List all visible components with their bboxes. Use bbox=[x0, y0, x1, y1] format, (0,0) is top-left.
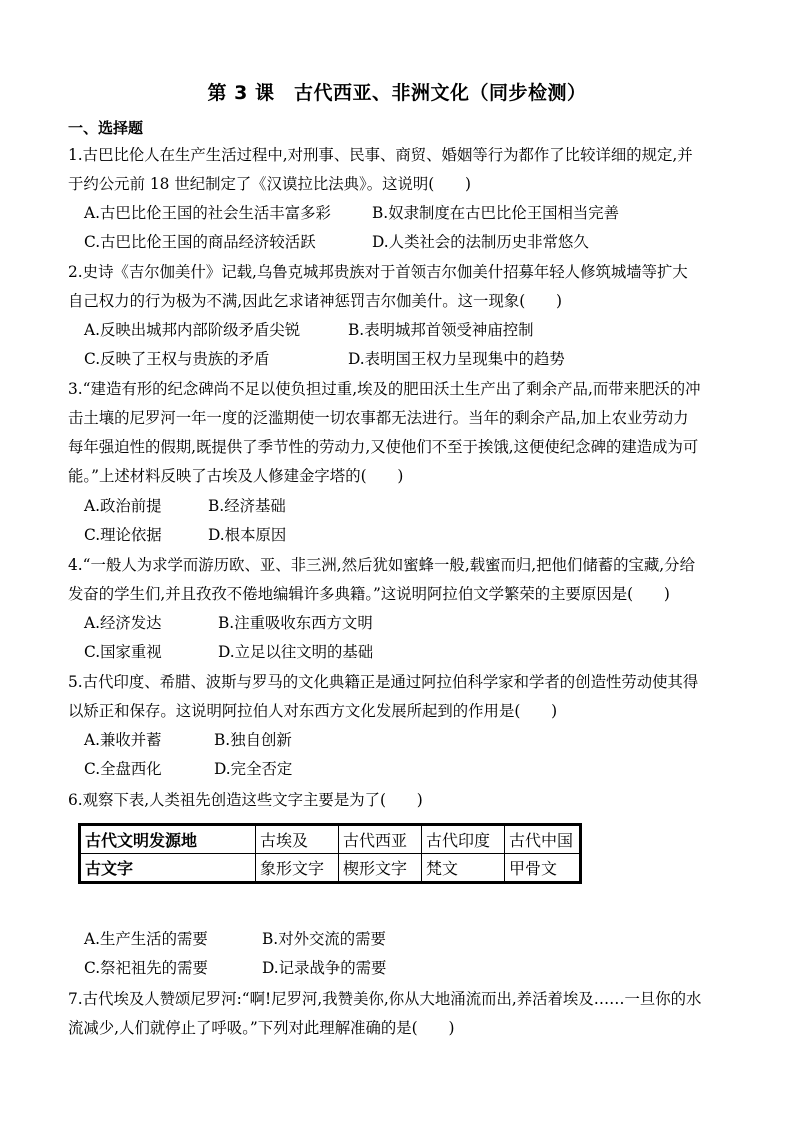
table-cell: 古文字 bbox=[80, 854, 256, 883]
option-a: A.经济发达 bbox=[84, 614, 162, 632]
question-text-line: 发奋的学生们,并且孜孜不倦地编辑许多典籍。”这说明阿拉伯文学繁荣的主要原因是( ) bbox=[68, 585, 670, 603]
option-d: D.完全否定 bbox=[214, 760, 293, 778]
question-text-line: 以矫正和保存。这说明阿拉伯人对东西方文化发展所起到的作用是( ) bbox=[68, 702, 558, 720]
option-c: C.全盘西化 bbox=[84, 760, 162, 778]
question-text-line: 6.观察下表,人类祖先创造这些文字主要是为了( ) bbox=[68, 791, 423, 809]
option-b: B.对外交流的需要 bbox=[262, 930, 386, 948]
question-text-line: 每年强迫性的假期,既提供了季节性的劳动力,又使他们不至于挨饿,这便使纪念碑的建造成为可 bbox=[68, 438, 699, 456]
option-c: C.反映了王权与贵族的矛盾 bbox=[84, 350, 270, 368]
option-a: A.反映出城邦内部阶级矛盾尖锐 bbox=[84, 321, 301, 339]
question-text-line: 能。”上述材料反映了古埃及人修建金字塔的( ) bbox=[68, 467, 404, 485]
writing-systems-table bbox=[78, 823, 582, 884]
question-text-line: 1.古巴比伦人在生产生活过程中,对刑事、民事、商贸、婚姻等行为都作了比较详细的规定,并 bbox=[68, 146, 693, 164]
table-cell: 象形文字 bbox=[256, 854, 339, 883]
option-c: C.祭祀祖先的需要 bbox=[84, 959, 208, 977]
table-cell: 古代中国 bbox=[505, 825, 581, 854]
option-a: A.兼收并蓄 bbox=[84, 731, 162, 749]
option-c: C.理论依据 bbox=[84, 526, 162, 544]
option-c: C.国家重视 bbox=[84, 643, 162, 661]
question-7 bbox=[68, 985, 728, 1043]
question-6 bbox=[68, 786, 728, 815]
table-row bbox=[80, 825, 581, 854]
table-cell: 古代文明发源地 bbox=[80, 825, 256, 854]
table-cell: 甲骨文 bbox=[505, 854, 581, 883]
option-b: B.表明城邦首领受神庙控制 bbox=[348, 321, 534, 339]
question-text-line: 自己权力的行为极为不满,因此乞求诸神惩罚吉尔伽美什。这一现象( ) bbox=[68, 292, 563, 310]
question-text-line: 3.“建造有形的纪念碑尚不足以使负担过重,埃及的肥田沃土生产出了剩余产品,而带来肥沃的冲 bbox=[68, 380, 701, 398]
option-c: C.古巴比伦王国的商品经济较活跃 bbox=[84, 233, 316, 251]
option-b: B.奴隶制度在古巴比伦王国相当完善 bbox=[372, 204, 620, 222]
option-d: D.根本原因 bbox=[208, 526, 287, 544]
question-text-line: 于约公元前 18 世纪制定了《汉谟拉比法典》。这说明( ) bbox=[68, 175, 472, 193]
question-5 bbox=[68, 668, 728, 726]
section-heading: 一、选择题 bbox=[68, 119, 144, 137]
table-cell: 古代印度 bbox=[422, 825, 505, 854]
question-4 bbox=[68, 551, 728, 609]
question-2 bbox=[68, 258, 728, 316]
question-text-line: 7.古代埃及人赞颂尼罗河:“啊!尼罗河,我赞美你,你从大地涌流而出,养活着埃及……一旦你的水 bbox=[68, 990, 702, 1008]
question-text-line: 流减少,人们就停止了呼吸。”下列对此理解准确的是( ) bbox=[68, 1019, 455, 1037]
table-row bbox=[80, 854, 581, 883]
question-3 bbox=[68, 375, 728, 491]
question-text-line: 2.史诗《吉尔伽美什》记载,乌鲁克城邦贵族对于首领吉尔伽美什招募年轻人修筑城墙等扩大 bbox=[68, 263, 688, 281]
question-text-line: 击土壤的尼罗河一年一度的泛滥期使一切农事都无法进行。当年的剩余产品,加上农业劳动力 bbox=[68, 409, 689, 427]
option-b: B.注重吸收东西方文明 bbox=[218, 614, 373, 632]
table-cell: 楔形文字 bbox=[339, 854, 422, 883]
table-cell: 梵文 bbox=[422, 854, 505, 883]
page-title: 第 3 课 古代西亚、非洲文化（同步检测） bbox=[207, 82, 587, 104]
question-text-line: 5.古代印度、希腊、波斯与罗马的文化典籍正是通过阿拉伯科学家和学者的创造性劳动使其得 bbox=[68, 673, 699, 691]
option-d: D.立足以往文明的基础 bbox=[218, 643, 374, 661]
table-cell: 古埃及 bbox=[256, 825, 339, 854]
option-d: D.记录战争的需要 bbox=[262, 959, 387, 977]
option-a: A.古巴比伦王国的社会生活丰富多彩 bbox=[84, 204, 331, 222]
option-d: D.表明国王权力呈现集中的趋势 bbox=[348, 350, 565, 368]
option-a: A.生产生活的需要 bbox=[84, 930, 208, 948]
option-b: B.独自创新 bbox=[214, 731, 292, 749]
option-a: A.政治前提 bbox=[84, 497, 162, 515]
table-cell: 古代西亚 bbox=[339, 825, 422, 854]
option-d: D.人类社会的法制历史非常悠久 bbox=[372, 233, 589, 251]
question-text-line: 4.“一般人为求学而游历欧、亚、非三洲,然后犹如蜜蜂一般,载蜜而归,把他们储蓄的宝藏,分给 bbox=[68, 556, 695, 574]
option-b: B.经济基础 bbox=[208, 497, 286, 515]
question-1 bbox=[68, 141, 728, 199]
